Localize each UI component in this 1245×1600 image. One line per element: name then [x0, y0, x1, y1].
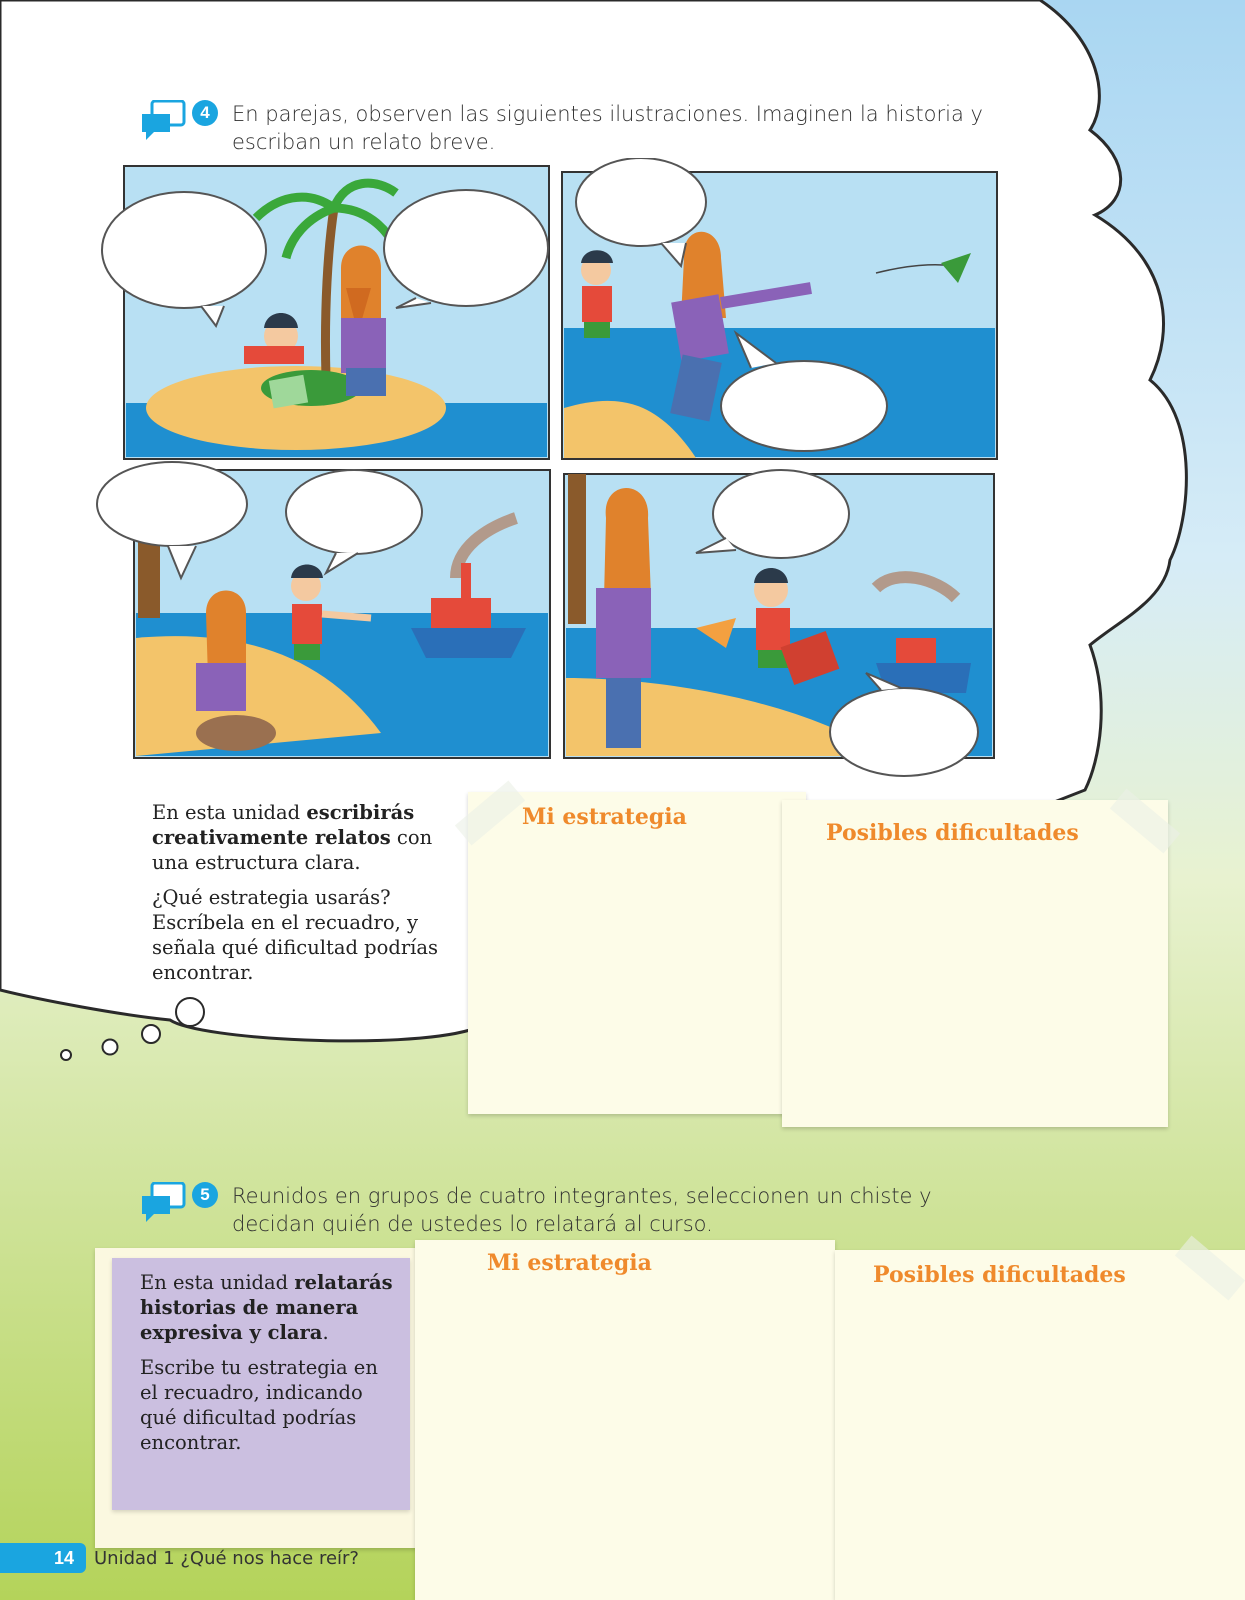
activity-5-header — [140, 1182, 992, 1238]
strategy-title: Mi estrategia — [522, 804, 687, 830]
activity-number-badge: 5 — [192, 1182, 218, 1208]
unit-goal-card — [112, 1258, 410, 1510]
comic-panel-2 — [562, 158, 997, 459]
activity-4-header — [140, 100, 992, 156]
page-footer — [0, 1543, 359, 1573]
unit-goal-card-text — [112, 1258, 410, 1455]
strategy-paper[interactable] — [468, 792, 806, 1114]
difficulties-paper[interactable] — [782, 800, 1168, 1127]
chat-bubbles-icon — [140, 100, 186, 142]
difficulties-paper[interactable] — [835, 1250, 1245, 1600]
thought-dot — [103, 1040, 118, 1055]
unit-goal-text: En esta unidad escribirás creativamente relatos con una estructura clara. — [152, 801, 433, 874]
difficulties-title: Posibles dificultades — [826, 820, 1079, 846]
activity-instruction: En parejas, observen las siguientes ilustraciones. Imaginen la historia y escriban un relato breve. — [232, 102, 983, 154]
strategy-prompt: ¿Qué estrategia usarás? Escríbela en el recuadro, y señala qué dificultad podrías encontrar. — [152, 886, 439, 984]
unit-title: Unidad 1 ¿Qué nos hace reír? — [94, 1547, 359, 1569]
comic-panel-1 — [102, 166, 549, 459]
difficulties-title: Posibles dificultades — [873, 1262, 1126, 1288]
activity-instruction: Reunidos en grupos de cuatro integrantes, seleccionen un chiste y decidan quién de ustedes lo relatará al curso. — [232, 1184, 932, 1236]
comic-panel-4 — [564, 470, 994, 776]
unit-goal-note — [152, 800, 452, 995]
strategy-paper[interactable] — [415, 1240, 835, 1600]
thought-dot — [61, 1050, 71, 1060]
thought-dot — [176, 998, 204, 1026]
activity-number-badge: 4 — [192, 100, 218, 126]
strategy-title: Mi estrategia — [487, 1250, 652, 1276]
comic-panel-3 — [97, 462, 550, 758]
unit-goal-text: En esta unidad relatarás historias de manera expresiva y clara. — [140, 1271, 393, 1344]
chat-bubbles-icon — [140, 1182, 186, 1224]
strategy-prompt: Escribe tu estrategia en el recuadro, indicando qué dificultad podrías encontrar. — [140, 1356, 378, 1454]
page-number: 14 — [0, 1543, 86, 1573]
thought-dot — [142, 1025, 160, 1043]
comic-strip-illustration — [96, 158, 1016, 788]
